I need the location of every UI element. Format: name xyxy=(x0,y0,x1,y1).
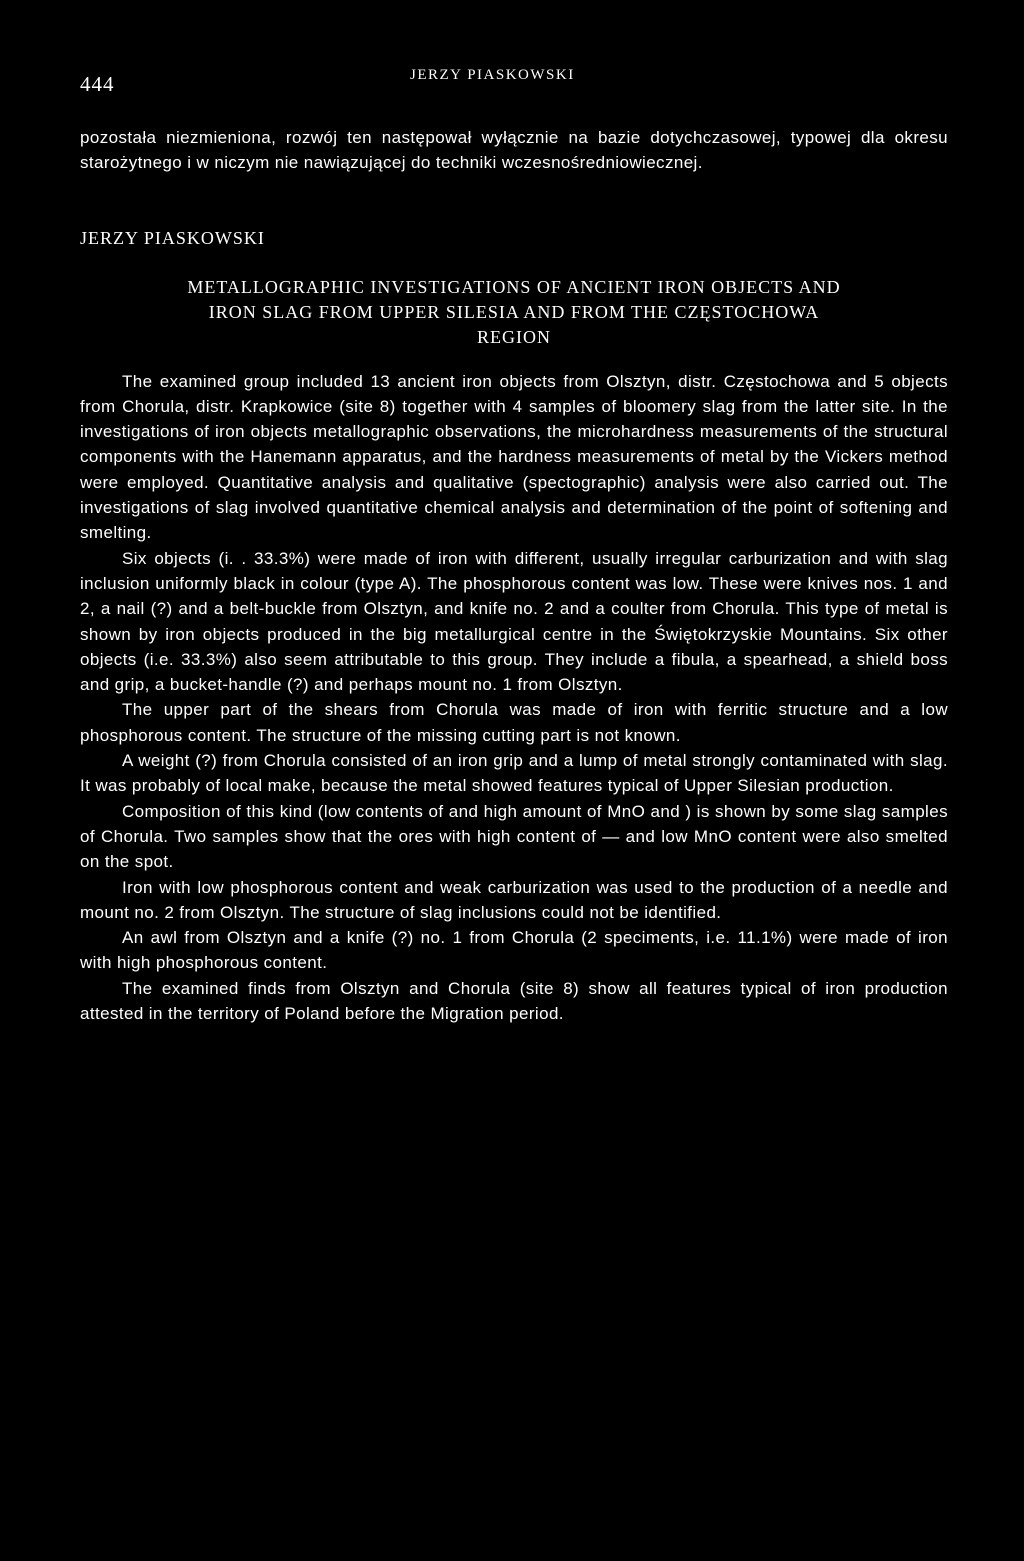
summary-title-line-2: IRON SLAG FROM UPPER SILESIA AND FROM THE CZĘSTOCHOWA xyxy=(208,301,820,322)
page xyxy=(80,60,948,1026)
summary-paragraph: The examined finds from Olsztyn and Chorula (site 8) show all features typical of iron production attested in the territory of Poland before the Migration period. xyxy=(80,978,948,1024)
summary-paragraph: The upper part of the shears from Chorula was made of iron with ferritic structure and a low phosphorous content. The structure of the missing cutting part is not known. xyxy=(80,700,948,745)
intro-paragraph: pozostała niezmieniona, rozwój ten następował wyłącznie na bazie dotychczasowej, typowej dla okresu starożytnego i w niczym nie nawiązującej do techniki wczesnośredniowiecznej. xyxy=(80,128,948,173)
summary-title-line-1: METALLOGRAPHIC INVESTIGATIONS OF ANCIENT IRON OBJECTS AND xyxy=(187,276,841,297)
summary-author: JERZY PIASKOWSKI xyxy=(80,227,265,248)
summary-title xyxy=(80,275,948,350)
page-number: 444 xyxy=(80,72,115,96)
summary-paragraph: A weight (?) from Chorula consisted of an iron grip and a lump of metal strongly contaminated with slag. It was probably of local make, because the metal showed features typical of Upper Silesian production. xyxy=(80,751,948,796)
summary-paragraph: The examined group included 13 ancient iron objects from Olsztyn, distr. Częstochowa and 5 objects from Chorula, distr. Krapkowice (site 8) together with 4 samples of bloomery slag from the latter site. In the investigations of iron objects metallographic observations, the microhardness measurements of the structural components with the Hanemann apparatus, and the hardness measurements of metal by the Vickers method were employed. Quantitative analysis and qualitative (spectographic) analysis were also carried out. The investigations of slag involved quantitative chemical analysis and determination of the point of softening and smelting. xyxy=(80,371,948,543)
summary-body xyxy=(80,369,948,1027)
summary-paragraph: Six objects (i. . 33.3%) were made of iron with different, usually irregular carburization and with slag inclusion uniformly black in colour (type A). The phosphorous content was low. These were knives nos. 1 and 2, a nail (?) and a belt-buckle from Olsztyn, and knife no. 2 and a coulter from Chorula. This type of metal is shown by iron objects produced in the big metallurgical centre in the Świętokrzyskie Mountains. Six other objects (i.e. 33.3%) also seem attributable to this group. They include a fibula, a spearhead, a shield boss and grip, a bucket-handle (?) and perhaps mount no. 1 from Olsztyn. xyxy=(80,548,948,695)
summary-paragraph: Composition of this kind (low contents of and high amount of MnO and ) is shown by some slag samples of Chorula. Two samples show that the ores with high content of — and low MnO content were also smelted on the spot. xyxy=(80,801,948,872)
running-head xyxy=(80,60,948,100)
running-title: JERZY PIASKOWSKI xyxy=(410,67,575,83)
summary-title-line-3: REGION xyxy=(477,326,551,347)
summary-paragraph: An awl from Olsztyn and a knife (?) no. 1 from Chorula (2 speciments, i.e. 11.1%) were made of iron with high phosphorous content. xyxy=(80,928,948,973)
summary-paragraph: Iron with low phosphorous content and weak carburization was used to the production of a needle and mount no. 2 from Olsztyn. The structure of slag inclusions could not be identified. xyxy=(80,877,948,922)
